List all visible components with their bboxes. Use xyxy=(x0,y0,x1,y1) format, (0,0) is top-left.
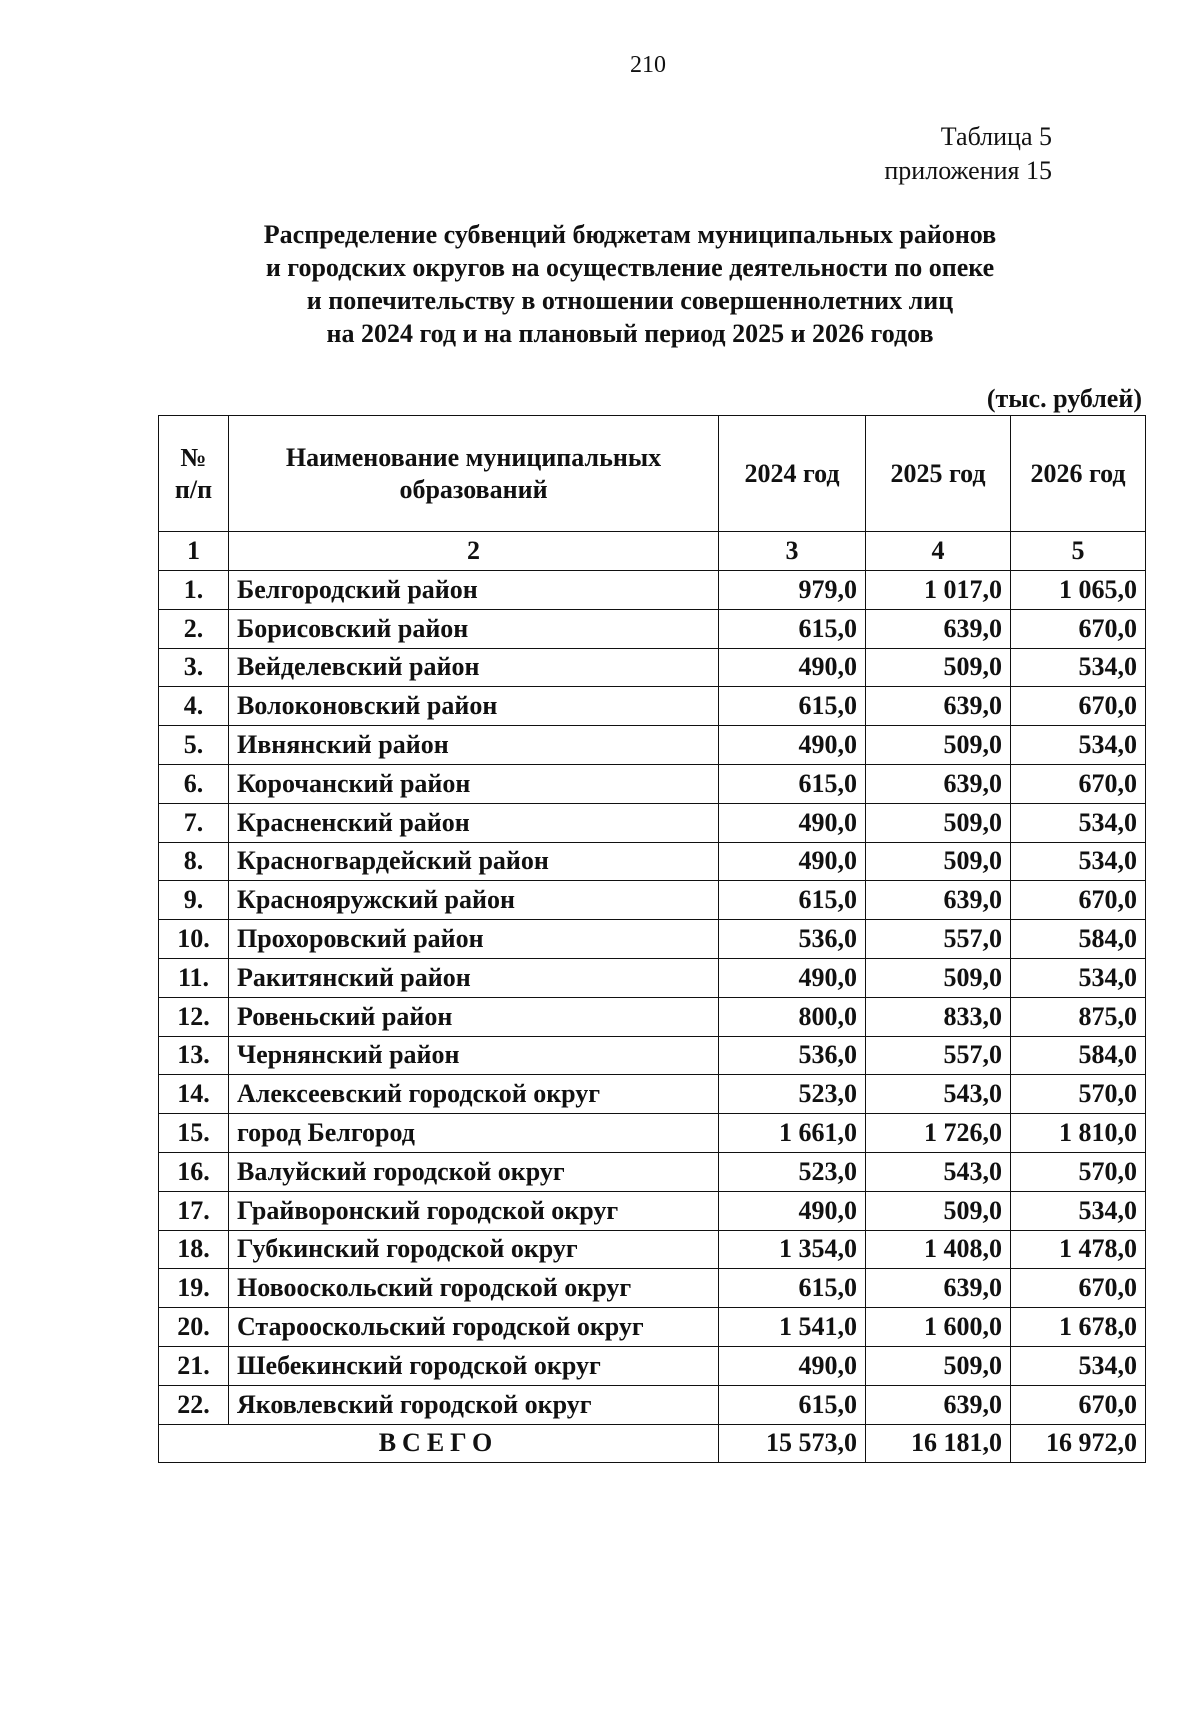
value-2025: 639,0 xyxy=(866,1385,1011,1424)
table-reference-line: Таблица 5 xyxy=(940,122,1052,151)
total-2025: 16 181,0 xyxy=(866,1424,1011,1462)
row-number: 17. xyxy=(159,1191,229,1230)
table-row xyxy=(159,1075,1146,1114)
column-number: 4 xyxy=(866,532,1011,571)
table-row xyxy=(159,1036,1146,1075)
value-2026: 570,0 xyxy=(1011,1152,1146,1191)
value-2024: 1 661,0 xyxy=(719,1114,866,1153)
row-number: 15. xyxy=(159,1114,229,1153)
value-2025: 639,0 xyxy=(866,687,1011,726)
value-2025: 639,0 xyxy=(866,764,1011,803)
value-2025: 509,0 xyxy=(866,842,1011,881)
table-row xyxy=(159,1346,1146,1385)
table-row xyxy=(159,958,1146,997)
value-2026: 670,0 xyxy=(1011,881,1146,920)
value-2024: 615,0 xyxy=(719,881,866,920)
row-number: 20. xyxy=(159,1308,229,1347)
table-row xyxy=(159,920,1146,959)
table-row xyxy=(159,571,1146,610)
value-2024: 523,0 xyxy=(719,1152,866,1191)
table-reference-line: приложения 15 xyxy=(884,156,1052,185)
table-row xyxy=(159,1308,1146,1347)
value-2026: 670,0 xyxy=(1011,1269,1146,1308)
column-number: 2 xyxy=(229,532,719,571)
value-2025: 509,0 xyxy=(866,1346,1011,1385)
table-row xyxy=(159,648,1146,687)
value-2026: 670,0 xyxy=(1011,609,1146,648)
value-2024: 979,0 xyxy=(719,571,866,610)
value-2026: 1 678,0 xyxy=(1011,1308,1146,1347)
table-row xyxy=(159,803,1146,842)
subvention-table xyxy=(158,415,1146,1463)
row-number: 6. xyxy=(159,764,229,803)
column-number: 5 xyxy=(1011,532,1146,571)
table-header-row xyxy=(159,416,1146,532)
value-2025: 1 600,0 xyxy=(866,1308,1011,1347)
table-row xyxy=(159,881,1146,920)
row-number: 12. xyxy=(159,997,229,1036)
title-line: Распределение субвенций бюджетам муниципальных районов xyxy=(263,220,997,249)
value-2025: 639,0 xyxy=(866,881,1011,920)
municipality-name: Чернянский район xyxy=(229,1036,719,1075)
header-municipality: Наименование муниципальных образований xyxy=(229,416,719,532)
row-number: 14. xyxy=(159,1075,229,1114)
value-2025: 543,0 xyxy=(866,1152,1011,1191)
value-2024: 490,0 xyxy=(719,1191,866,1230)
row-number: 8. xyxy=(159,842,229,881)
table-row xyxy=(159,1191,1146,1230)
value-2025: 543,0 xyxy=(866,1075,1011,1114)
value-2026: 534,0 xyxy=(1011,1346,1146,1385)
total-2024: 15 573,0 xyxy=(719,1424,866,1462)
table-row xyxy=(159,997,1146,1036)
row-number: 5. xyxy=(159,726,229,765)
value-2024: 615,0 xyxy=(719,764,866,803)
value-2026: 670,0 xyxy=(1011,687,1146,726)
value-2026: 570,0 xyxy=(1011,1075,1146,1114)
municipality-name: Грайворонский городской округ xyxy=(229,1191,719,1230)
value-2025: 509,0 xyxy=(866,726,1011,765)
title-line: на 2024 год и на плановый период 2025 и 2026 годов xyxy=(326,319,934,348)
value-2024: 523,0 xyxy=(719,1075,866,1114)
table-row xyxy=(159,1152,1146,1191)
municipality-name: Ракитянский район xyxy=(229,958,719,997)
municipality-name: Валуйский городской округ xyxy=(229,1152,719,1191)
municipality-name: Красненский район xyxy=(229,803,719,842)
municipality-name: Вейделевский район xyxy=(229,648,719,687)
row-number: 2. xyxy=(159,609,229,648)
value-2024: 490,0 xyxy=(719,842,866,881)
municipality-name: Алексеевский городской округ xyxy=(229,1075,719,1114)
row-number: 10. xyxy=(159,920,229,959)
municipality-name: Новооскольский городской округ xyxy=(229,1269,719,1308)
value-2026: 1 810,0 xyxy=(1011,1114,1146,1153)
value-2024: 490,0 xyxy=(719,958,866,997)
row-number: 4. xyxy=(159,687,229,726)
value-2026: 534,0 xyxy=(1011,726,1146,765)
table-row xyxy=(159,609,1146,648)
table-row xyxy=(159,842,1146,881)
value-2026: 584,0 xyxy=(1011,1036,1146,1075)
total-label: ВСЕГО xyxy=(159,1424,719,1462)
table-row xyxy=(159,1114,1146,1153)
value-2024: 490,0 xyxy=(719,648,866,687)
row-number: 18. xyxy=(159,1230,229,1269)
value-2025: 639,0 xyxy=(866,1269,1011,1308)
row-number: 16. xyxy=(159,1152,229,1191)
document-title xyxy=(180,218,1080,350)
value-2025: 509,0 xyxy=(866,1191,1011,1230)
table-row xyxy=(159,726,1146,765)
value-2024: 490,0 xyxy=(719,803,866,842)
value-2024: 800,0 xyxy=(719,997,866,1036)
value-2026: 534,0 xyxy=(1011,1191,1146,1230)
value-2026: 1 065,0 xyxy=(1011,571,1146,610)
municipality-name: Губкинский городской округ xyxy=(229,1230,719,1269)
value-2024: 536,0 xyxy=(719,920,866,959)
page-number: 210 xyxy=(630,52,666,78)
municipality-name: Старооскольский городской округ xyxy=(229,1308,719,1347)
column-number: 3 xyxy=(719,532,866,571)
header-2024: 2024 год xyxy=(719,416,866,532)
title-line: и попечительству в отношении совершеннолетних лиц xyxy=(306,286,954,315)
row-number: 7. xyxy=(159,803,229,842)
table-row xyxy=(159,1230,1146,1269)
value-2024: 1 541,0 xyxy=(719,1308,866,1347)
municipality-name: Красногвардейский район xyxy=(229,842,719,881)
value-2025: 509,0 xyxy=(866,803,1011,842)
value-2024: 615,0 xyxy=(719,609,866,648)
table-reference xyxy=(884,120,1052,188)
value-2024: 1 354,0 xyxy=(719,1230,866,1269)
row-number: 21. xyxy=(159,1346,229,1385)
table-row xyxy=(159,764,1146,803)
value-2025: 557,0 xyxy=(866,1036,1011,1075)
total-row xyxy=(159,1424,1146,1462)
total-2026: 16 972,0 xyxy=(1011,1424,1146,1462)
row-number: 22. xyxy=(159,1385,229,1424)
municipality-name: город Белгород xyxy=(229,1114,719,1153)
row-number: 9. xyxy=(159,881,229,920)
table-row xyxy=(159,687,1146,726)
value-2024: 615,0 xyxy=(719,1269,866,1308)
column-number-row xyxy=(159,532,1146,571)
municipality-name: Белгородский район xyxy=(229,571,719,610)
value-2026: 534,0 xyxy=(1011,842,1146,881)
table-row xyxy=(159,1385,1146,1424)
row-number: 11. xyxy=(159,958,229,997)
value-2026: 534,0 xyxy=(1011,648,1146,687)
header-2025: 2025 год xyxy=(866,416,1011,532)
value-2024: 536,0 xyxy=(719,1036,866,1075)
municipality-name: Яковлевский городской округ xyxy=(229,1385,719,1424)
value-2026: 584,0 xyxy=(1011,920,1146,959)
row-number: 19. xyxy=(159,1269,229,1308)
value-2026: 1 478,0 xyxy=(1011,1230,1146,1269)
value-2026: 670,0 xyxy=(1011,1385,1146,1424)
row-number: 1. xyxy=(159,571,229,610)
municipality-name: Краснояружский район xyxy=(229,881,719,920)
value-2025: 557,0 xyxy=(866,920,1011,959)
value-2026: 670,0 xyxy=(1011,764,1146,803)
municipality-name: Борисовский район xyxy=(229,609,719,648)
value-2025: 833,0 xyxy=(866,997,1011,1036)
value-2024: 615,0 xyxy=(719,1385,866,1424)
municipality-name: Ровеньский район xyxy=(229,997,719,1036)
value-2025: 639,0 xyxy=(866,609,1011,648)
column-number: 1 xyxy=(159,532,229,571)
value-2026: 534,0 xyxy=(1011,803,1146,842)
municipality-name: Волоконовский район xyxy=(229,687,719,726)
value-2024: 615,0 xyxy=(719,687,866,726)
value-2025: 509,0 xyxy=(866,648,1011,687)
value-2024: 490,0 xyxy=(719,1346,866,1385)
value-2026: 534,0 xyxy=(1011,958,1146,997)
row-number: 13. xyxy=(159,1036,229,1075)
value-2024: 490,0 xyxy=(719,726,866,765)
value-2025: 1 726,0 xyxy=(866,1114,1011,1153)
municipality-name: Прохоровский район xyxy=(229,920,719,959)
units-label: (тыс. рублей) xyxy=(986,384,1142,413)
header-2026: 2026 год xyxy=(1011,416,1146,532)
title-line: и городских округов на осуществление деятельности по опеке xyxy=(265,253,995,282)
header-number: № п/п xyxy=(159,416,229,532)
table-row xyxy=(159,1269,1146,1308)
row-number: 3. xyxy=(159,648,229,687)
value-2025: 1 017,0 xyxy=(866,571,1011,610)
value-2026: 875,0 xyxy=(1011,997,1146,1036)
value-2025: 509,0 xyxy=(866,958,1011,997)
municipality-name: Шебекинский городской округ xyxy=(229,1346,719,1385)
municipality-name: Корочанский район xyxy=(229,764,719,803)
value-2025: 1 408,0 xyxy=(866,1230,1011,1269)
municipality-name: Ивнянский район xyxy=(229,726,719,765)
